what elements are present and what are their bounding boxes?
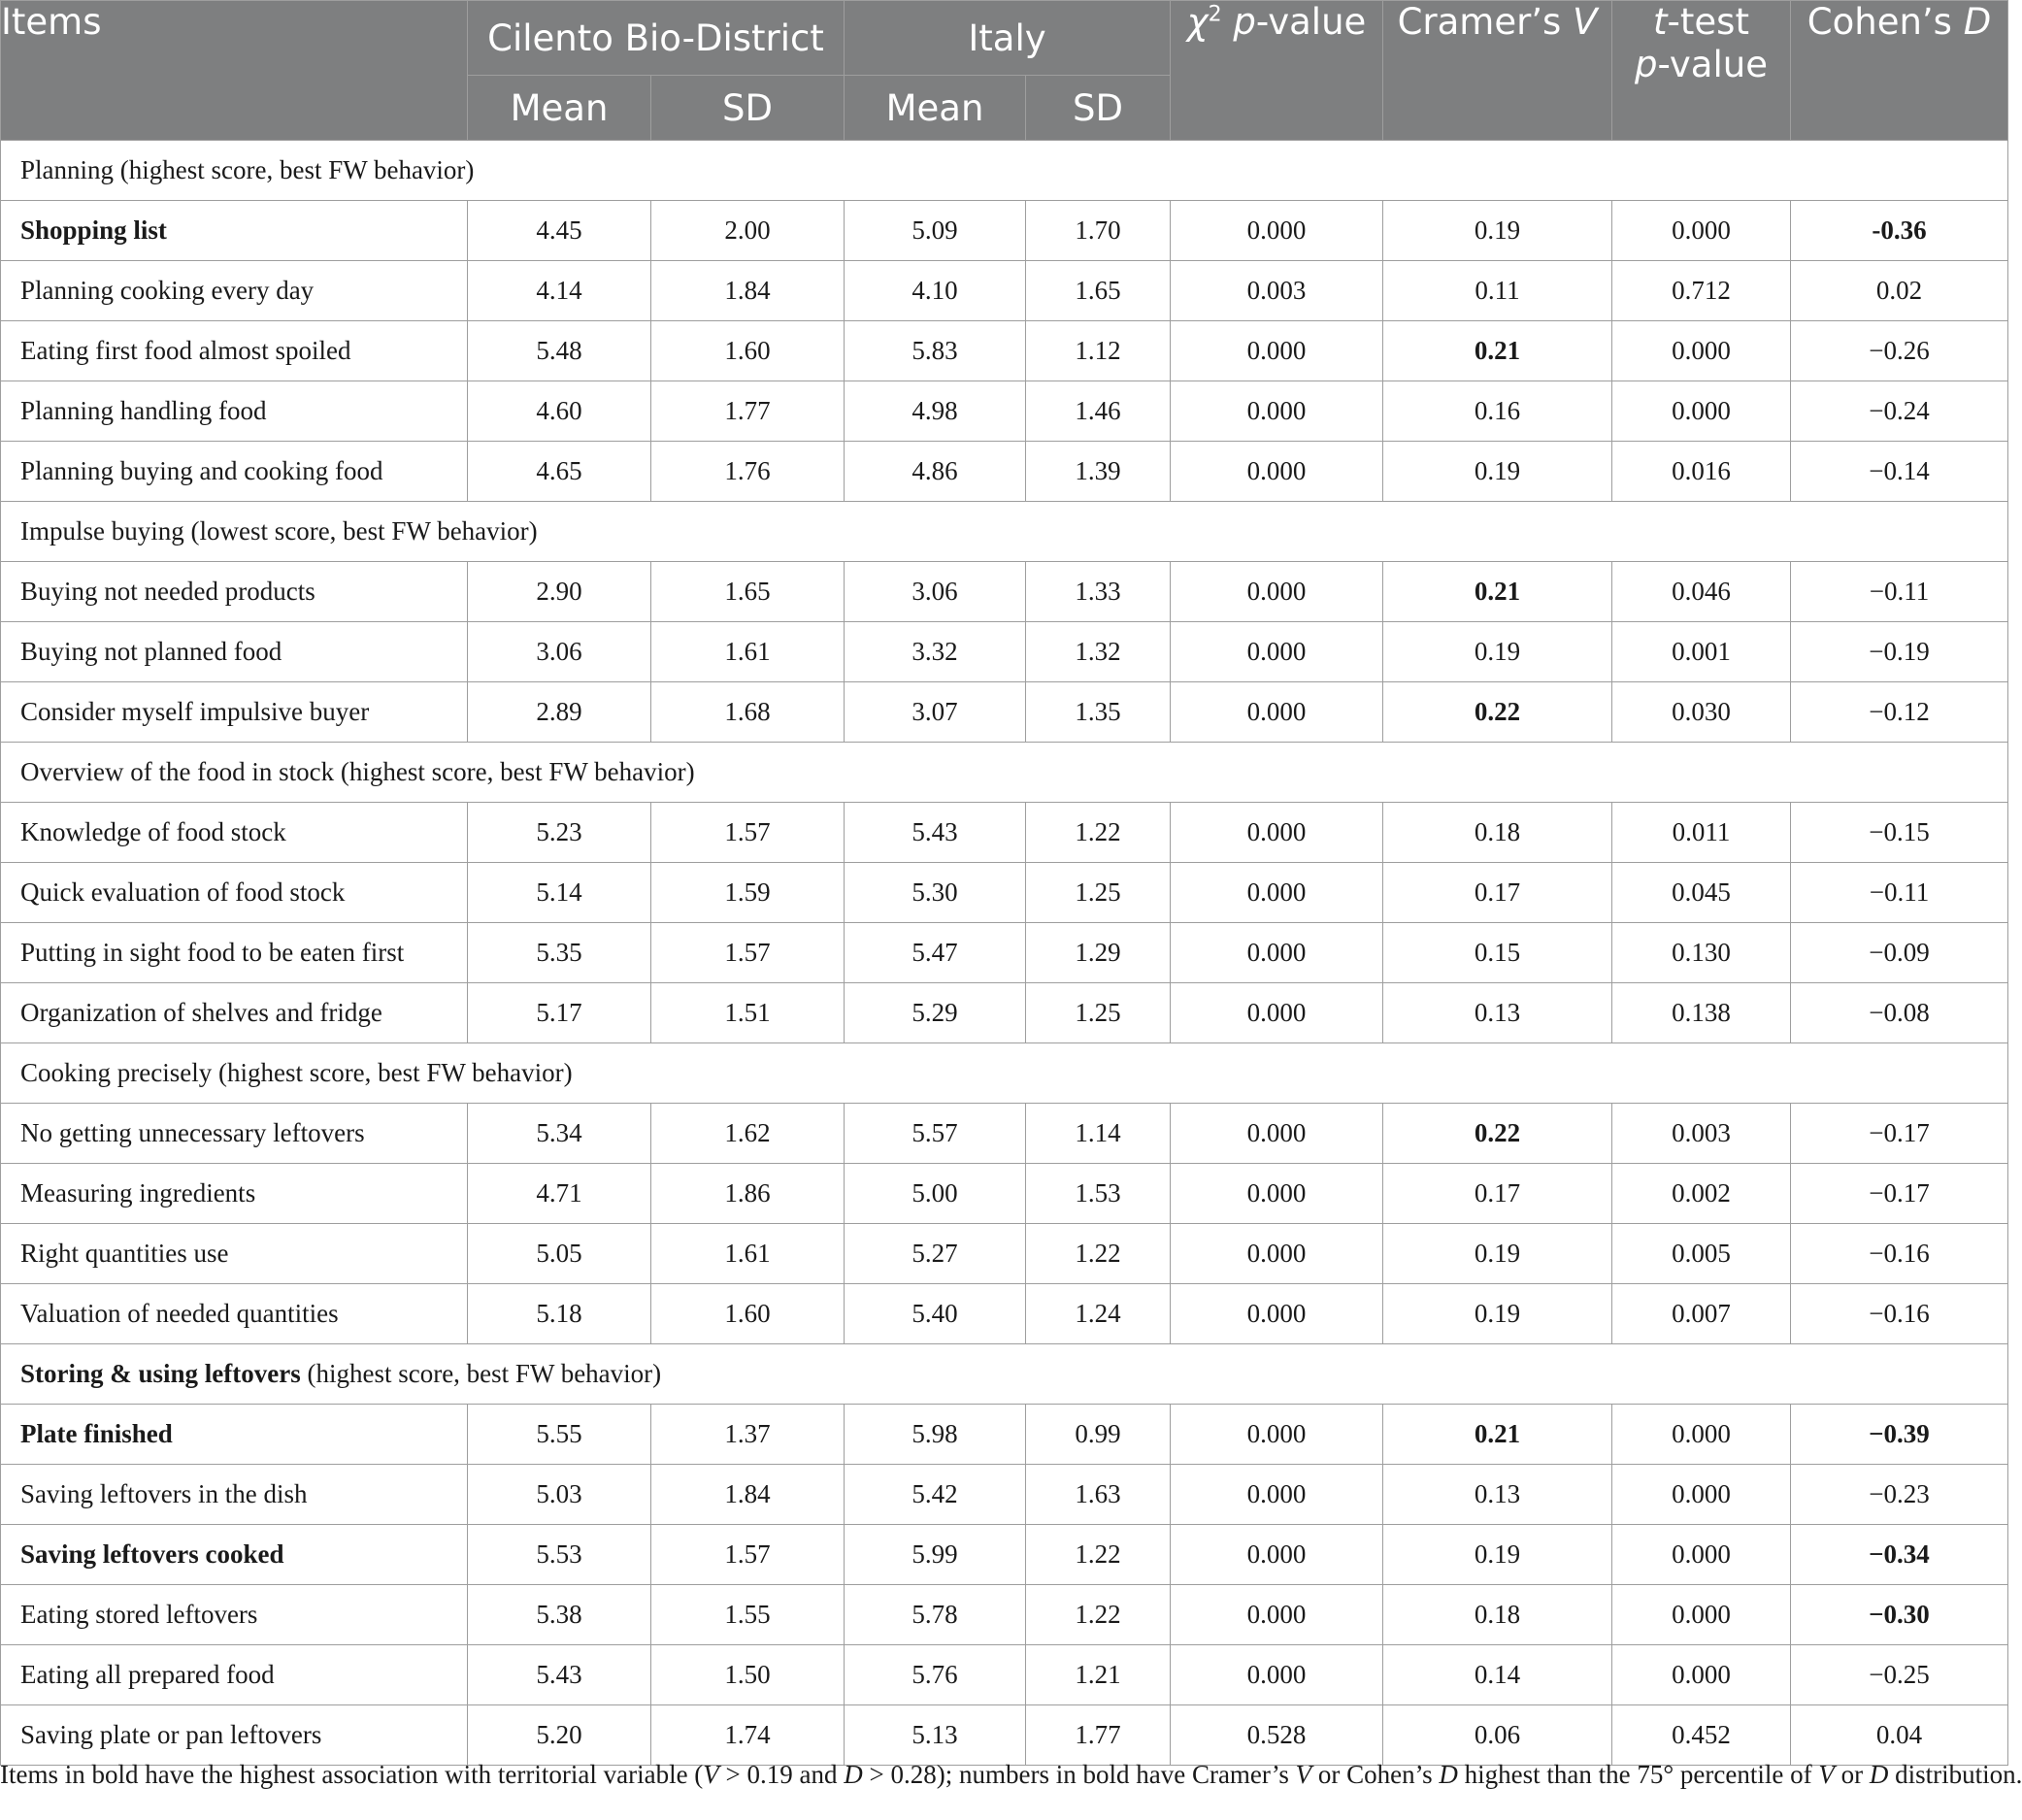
item-cell: Putting in sight food to be eaten first xyxy=(1,923,468,983)
chi-pvalue-cell: 0.000 xyxy=(1171,1224,1383,1284)
cohens-d-cell: −0.16 xyxy=(1791,1284,2008,1344)
table-body xyxy=(1,141,2008,1766)
table-row xyxy=(1,1284,2008,1344)
cohens-d-cell: −0.34 xyxy=(1791,1525,2008,1585)
cohens-d-cell: −0.15 xyxy=(1791,803,2008,863)
ttest-pvalue-cell: 0.000 xyxy=(1612,201,1791,261)
table-row xyxy=(1,803,2008,863)
table-row xyxy=(1,1645,2008,1705)
chi-pvalue-cell: 0.000 xyxy=(1171,201,1383,261)
ttest-pvalue-cell: 0.000 xyxy=(1612,1525,1791,1585)
table-row xyxy=(1,682,2008,743)
italy-sd-cell: 1.32 xyxy=(1026,622,1171,682)
cramers-v-cell: 0.19 xyxy=(1383,442,1612,502)
chi-pvalue-cell: 0.000 xyxy=(1171,1104,1383,1164)
ttest-pvalue-cell: 0.005 xyxy=(1612,1224,1791,1284)
italy-sd-cell: 1.63 xyxy=(1026,1465,1171,1525)
italy-sd-cell: 1.22 xyxy=(1026,1525,1171,1585)
chi-pvalue-cell: 0.000 xyxy=(1171,983,1383,1043)
table-row xyxy=(1,1705,2008,1766)
cilento-sd-cell: 1.60 xyxy=(651,1284,845,1344)
cohens-d-cell: −0.17 xyxy=(1791,1104,2008,1164)
cohens-d-cell: −0.25 xyxy=(1791,1645,2008,1705)
table-row xyxy=(1,261,2008,321)
table-row xyxy=(1,1465,2008,1525)
cohens-d-cell: −0.17 xyxy=(1791,1164,2008,1224)
cilento-sd-cell: 1.57 xyxy=(651,803,845,863)
italy-mean-cell: 5.40 xyxy=(845,1284,1026,1344)
italy-mean-cell: 5.09 xyxy=(845,201,1026,261)
cilento-mean-cell: 5.03 xyxy=(468,1465,651,1525)
cramers-v-cell: 0.18 xyxy=(1383,803,1612,863)
item-cell: Quick evaluation of food stock xyxy=(1,863,468,923)
item-cell: Plate finished xyxy=(1,1405,468,1465)
italy-sd-cell: 1.21 xyxy=(1026,1645,1171,1705)
cramers-v-cell: 0.19 xyxy=(1383,622,1612,682)
cohens-d-cell: −0.30 xyxy=(1791,1585,2008,1645)
section-row xyxy=(1,502,2008,562)
italy-sd-cell: 1.22 xyxy=(1026,1585,1171,1645)
ttest-pvalue-cell: 0.000 xyxy=(1612,1465,1791,1525)
cohens-d-cell: −0.26 xyxy=(1791,321,2008,381)
item-cell: Planning handling food xyxy=(1,381,468,442)
chi-pvalue-cell: 0.000 xyxy=(1171,562,1383,622)
cilento-sd-cell: 1.61 xyxy=(651,622,845,682)
chi-pvalue-cell: 0.528 xyxy=(1171,1705,1383,1766)
cilento-mean-cell: 4.14 xyxy=(468,261,651,321)
item-cell: Saving plate or pan leftovers xyxy=(1,1705,468,1766)
chi-pvalue-cell: 0.000 xyxy=(1171,682,1383,743)
item-cell: Right quantities use xyxy=(1,1224,468,1284)
cramers-v-cell: 0.11 xyxy=(1383,261,1612,321)
cramers-v-cell: 0.16 xyxy=(1383,381,1612,442)
italy-sd-cell: 1.35 xyxy=(1026,682,1171,743)
cohens-d-cell: −0.16 xyxy=(1791,1224,2008,1284)
table-row xyxy=(1,863,2008,923)
cilento-mean-cell: 5.20 xyxy=(468,1705,651,1766)
italy-sd-cell: 1.22 xyxy=(1026,803,1171,863)
italy-sd-cell: 1.46 xyxy=(1026,381,1171,442)
header-items: Items xyxy=(1,1,468,141)
cohens-d-cell: −0.08 xyxy=(1791,983,2008,1043)
cilento-mean-cell: 5.23 xyxy=(468,803,651,863)
ttest-pvalue-cell: 0.000 xyxy=(1612,1585,1791,1645)
cilento-sd-cell: 1.57 xyxy=(651,923,845,983)
header-ttest-pvalue: t-test p-value xyxy=(1612,1,1791,141)
cilento-sd-cell: 1.76 xyxy=(651,442,845,502)
cohens-d-cell: -0.36 xyxy=(1791,201,2008,261)
cramers-v-cell: 0.19 xyxy=(1383,1284,1612,1344)
cramers-v-cell: 0.17 xyxy=(1383,863,1612,923)
cramers-v-cell: 0.21 xyxy=(1383,1405,1612,1465)
ttest-pvalue-cell: 0.016 xyxy=(1612,442,1791,502)
item-cell: Eating all prepared food xyxy=(1,1645,468,1705)
ttest-pvalue-cell: 0.138 xyxy=(1612,983,1791,1043)
cilento-sd-cell: 1.62 xyxy=(651,1104,845,1164)
italy-mean-cell: 5.42 xyxy=(845,1465,1026,1525)
italy-mean-cell: 5.00 xyxy=(845,1164,1026,1224)
item-cell: No getting unnecessary leftovers xyxy=(1,1104,468,1164)
italy-mean-cell: 4.98 xyxy=(845,381,1026,442)
section-title-bold: Storing & using leftovers xyxy=(20,1359,301,1388)
italy-mean-cell: 5.47 xyxy=(845,923,1026,983)
cilento-sd-cell: 2.00 xyxy=(651,201,845,261)
cilento-sd-cell: 1.57 xyxy=(651,1525,845,1585)
cilento-sd-cell: 1.77 xyxy=(651,381,845,442)
cramers-v-cell: 0.06 xyxy=(1383,1705,1612,1766)
section-title xyxy=(1,141,2008,201)
item-cell: Eating first food almost spoiled xyxy=(1,321,468,381)
cohens-d-cell: −0.19 xyxy=(1791,622,2008,682)
chi-pvalue-cell: 0.000 xyxy=(1171,622,1383,682)
cohens-d-cell: −0.11 xyxy=(1791,863,2008,923)
cilento-sd-cell: 1.55 xyxy=(651,1585,845,1645)
italy-sd-cell: 1.33 xyxy=(1026,562,1171,622)
cilento-mean-cell: 4.45 xyxy=(468,201,651,261)
italy-sd-cell: 1.14 xyxy=(1026,1104,1171,1164)
italy-mean-cell: 3.07 xyxy=(845,682,1026,743)
section-title xyxy=(1,502,2008,562)
ttest-pvalue-cell: 0.030 xyxy=(1612,682,1791,743)
italy-sd-cell: 1.53 xyxy=(1026,1164,1171,1224)
cramers-v-cell: 0.14 xyxy=(1383,1645,1612,1705)
italy-sd-cell: 1.25 xyxy=(1026,863,1171,923)
italy-mean-cell: 5.76 xyxy=(845,1645,1026,1705)
ttest-pvalue-cell: 0.000 xyxy=(1612,1405,1791,1465)
cilento-mean-cell: 5.17 xyxy=(468,983,651,1043)
table-row xyxy=(1,1164,2008,1224)
header-cohens-d: Cohen’s D xyxy=(1791,1,2008,141)
section-title xyxy=(1,1344,2008,1405)
ttest-pvalue-cell: 0.045 xyxy=(1612,863,1791,923)
header-cilento-sd: SD xyxy=(651,76,845,141)
ttest-pvalue-cell: 0.712 xyxy=(1612,261,1791,321)
cilento-mean-cell: 2.90 xyxy=(468,562,651,622)
chi-pvalue-cell: 0.000 xyxy=(1171,1465,1383,1525)
cilento-mean-cell: 3.06 xyxy=(468,622,651,682)
cilento-sd-cell: 1.84 xyxy=(651,261,845,321)
table-row xyxy=(1,1104,2008,1164)
italy-sd-cell: 1.24 xyxy=(1026,1284,1171,1344)
cilento-sd-cell: 1.68 xyxy=(651,682,845,743)
cramers-v-cell: 0.18 xyxy=(1383,1585,1612,1645)
italy-mean-cell: 4.86 xyxy=(845,442,1026,502)
table-row xyxy=(1,1585,2008,1645)
cilento-mean-cell: 5.55 xyxy=(468,1405,651,1465)
cilento-mean-cell: 2.89 xyxy=(468,682,651,743)
chi-pvalue-cell: 0.000 xyxy=(1171,1585,1383,1645)
item-cell: Knowledge of food stock xyxy=(1,803,468,863)
cohens-d-cell: −0.23 xyxy=(1791,1465,2008,1525)
item-cell: Eating stored leftovers xyxy=(1,1585,468,1645)
ttest-pvalue-cell: 0.001 xyxy=(1612,622,1791,682)
cramers-v-cell: 0.19 xyxy=(1383,1224,1612,1284)
table-row xyxy=(1,562,2008,622)
chi-pvalue-cell: 0.000 xyxy=(1171,381,1383,442)
cohens-d-cell: −0.11 xyxy=(1791,562,2008,622)
table-row xyxy=(1,321,2008,381)
cilento-mean-cell: 4.71 xyxy=(468,1164,651,1224)
section-title-text: Planning (highest score, best FW behavior) xyxy=(20,155,475,184)
chi-pvalue-cell: 0.000 xyxy=(1171,1164,1383,1224)
chi-pvalue-cell: 0.000 xyxy=(1171,442,1383,502)
cohens-d-cell: −0.39 xyxy=(1791,1405,2008,1465)
cilento-mean-cell: 4.65 xyxy=(468,442,651,502)
cilento-mean-cell: 5.38 xyxy=(468,1585,651,1645)
table-row xyxy=(1,1405,2008,1465)
ttest-pvalue-cell: 0.007 xyxy=(1612,1284,1791,1344)
italy-mean-cell: 5.57 xyxy=(845,1104,1026,1164)
italy-sd-cell: 1.25 xyxy=(1026,983,1171,1043)
header-chi-pvalue: $\chi^2$ p-value xyxy=(1171,1,1383,141)
section-title-text: Impulse buying (lowest score, best FW behavior) xyxy=(20,516,538,546)
table-row xyxy=(1,442,2008,502)
cramers-v-cell: 0.21 xyxy=(1383,321,1612,381)
cilento-sd-cell: 1.59 xyxy=(651,863,845,923)
ttest-pvalue-cell: 0.000 xyxy=(1612,381,1791,442)
cohens-d-cell: −0.14 xyxy=(1791,442,2008,502)
cramers-v-cell: 0.17 xyxy=(1383,1164,1612,1224)
section-title-text: (highest score, best FW behavior) xyxy=(300,1359,662,1388)
italy-sd-cell: 1.65 xyxy=(1026,261,1171,321)
footnote: Items in bold have the highest association with territorial variable (V > 0.19 and D > 0.28); numbers in bold have Cramer’s V or Cohen’s D highest than the 75° percentile of V or D distribution. xyxy=(0,1760,2022,1789)
table-header xyxy=(1,1,2008,141)
chi-pvalue-cell: 0.000 xyxy=(1171,1405,1383,1465)
chi-pvalue-cell: 0.000 xyxy=(1171,1525,1383,1585)
cramers-v-cell: 0.22 xyxy=(1383,682,1612,743)
chi-pvalue-cell: 0.000 xyxy=(1171,803,1383,863)
cilento-sd-cell: 1.37 xyxy=(651,1405,845,1465)
cilento-sd-cell: 1.61 xyxy=(651,1224,845,1284)
cohens-d-cell: 0.04 xyxy=(1791,1705,2008,1766)
italy-mean-cell: 5.43 xyxy=(845,803,1026,863)
item-cell: Buying not needed products xyxy=(1,562,468,622)
italy-mean-cell: 5.13 xyxy=(845,1705,1026,1766)
italy-sd-cell: 0.99 xyxy=(1026,1405,1171,1465)
item-cell: Saving leftovers in the dish xyxy=(1,1465,468,1525)
cilento-mean-cell: 4.60 xyxy=(468,381,651,442)
ttest-pvalue-cell: 0.000 xyxy=(1612,1645,1791,1705)
chi-pvalue-cell: 0.000 xyxy=(1171,1284,1383,1344)
chi-pvalue-cell: 0.003 xyxy=(1171,261,1383,321)
item-cell: Valuation of needed quantities xyxy=(1,1284,468,1344)
cilento-sd-cell: 1.65 xyxy=(651,562,845,622)
cilento-sd-cell: 1.51 xyxy=(651,983,845,1043)
header-cilento: Cilento Bio-District xyxy=(468,1,845,76)
table-row xyxy=(1,381,2008,442)
ttest-pvalue-cell: 0.130 xyxy=(1612,923,1791,983)
cilento-mean-cell: 5.35 xyxy=(468,923,651,983)
ttest-pvalue-cell: 0.011 xyxy=(1612,803,1791,863)
cilento-sd-cell: 1.86 xyxy=(651,1164,845,1224)
italy-sd-cell: 1.22 xyxy=(1026,1224,1171,1284)
italy-mean-cell: 5.30 xyxy=(845,863,1026,923)
header-italy-mean: Mean xyxy=(845,76,1026,141)
chi-pvalue-cell: 0.000 xyxy=(1171,321,1383,381)
chi-pvalue-cell: 0.000 xyxy=(1171,1645,1383,1705)
italy-sd-cell: 1.29 xyxy=(1026,923,1171,983)
item-cell: Organization of shelves and fridge xyxy=(1,983,468,1043)
ttest-pvalue-cell: 0.003 xyxy=(1612,1104,1791,1164)
cilento-mean-cell: 5.18 xyxy=(468,1284,651,1344)
item-cell: Shopping list xyxy=(1,201,468,261)
table-row xyxy=(1,1525,2008,1585)
italy-sd-cell: 1.70 xyxy=(1026,201,1171,261)
cramers-v-cell: 0.19 xyxy=(1383,1525,1612,1585)
table-row xyxy=(1,923,2008,983)
cilento-mean-cell: 5.48 xyxy=(468,321,651,381)
cilento-mean-cell: 5.43 xyxy=(468,1645,651,1705)
item-cell: Consider myself impulsive buyer xyxy=(1,682,468,743)
cilento-sd-cell: 1.50 xyxy=(651,1645,845,1705)
item-cell: Planning cooking every day xyxy=(1,261,468,321)
ttest-pvalue-cell: 0.452 xyxy=(1612,1705,1791,1766)
section-row xyxy=(1,1344,2008,1405)
cramers-v-cell: 0.22 xyxy=(1383,1104,1612,1164)
item-cell: Planning buying and cooking food xyxy=(1,442,468,502)
cilento-mean-cell: 5.05 xyxy=(468,1224,651,1284)
header-italy-sd: SD xyxy=(1026,76,1171,141)
italy-mean-cell: 5.99 xyxy=(845,1525,1026,1585)
section-row xyxy=(1,1043,2008,1104)
header-italy: Italy xyxy=(845,1,1171,76)
table-row xyxy=(1,622,2008,682)
cilento-mean-cell: 5.14 xyxy=(468,863,651,923)
cramers-v-cell: 0.13 xyxy=(1383,983,1612,1043)
section-row xyxy=(1,743,2008,803)
item-cell: Measuring ingredients xyxy=(1,1164,468,1224)
cohens-d-cell: 0.02 xyxy=(1791,261,2008,321)
cramers-v-cell: 0.21 xyxy=(1383,562,1612,622)
chi-pvalue-cell: 0.000 xyxy=(1171,923,1383,983)
table-row xyxy=(1,1224,2008,1284)
ttest-pvalue-cell: 0.000 xyxy=(1612,321,1791,381)
cramers-v-cell: 0.15 xyxy=(1383,923,1612,983)
italy-sd-cell: 1.77 xyxy=(1026,1705,1171,1766)
section-title xyxy=(1,743,2008,803)
cilento-sd-cell: 1.84 xyxy=(651,1465,845,1525)
cilento-mean-cell: 5.34 xyxy=(468,1104,651,1164)
italy-mean-cell: 5.83 xyxy=(845,321,1026,381)
cohens-d-cell: −0.12 xyxy=(1791,682,2008,743)
cohens-d-cell: −0.09 xyxy=(1791,923,2008,983)
item-cell: Saving leftovers cooked xyxy=(1,1525,468,1585)
chi-pvalue-cell: 0.000 xyxy=(1171,863,1383,923)
italy-mean-cell: 3.06 xyxy=(845,562,1026,622)
italy-mean-cell: 5.27 xyxy=(845,1224,1026,1284)
italy-mean-cell: 3.32 xyxy=(845,622,1026,682)
section-title-text: Cooking precisely (highest score, best FW behavior) xyxy=(20,1058,573,1087)
header-cramers-v: Cramer’s V xyxy=(1383,1,1612,141)
cilento-sd-cell: 1.74 xyxy=(651,1705,845,1766)
ttest-pvalue-cell: 0.002 xyxy=(1612,1164,1791,1224)
italy-sd-cell: 1.12 xyxy=(1026,321,1171,381)
cramers-v-cell: 0.13 xyxy=(1383,1465,1612,1525)
italy-mean-cell: 5.98 xyxy=(845,1405,1026,1465)
italy-sd-cell: 1.39 xyxy=(1026,442,1171,502)
italy-mean-cell: 5.29 xyxy=(845,983,1026,1043)
italy-mean-cell: 5.78 xyxy=(845,1585,1026,1645)
section-title xyxy=(1,1043,2008,1104)
section-title-text: Overview of the food in stock (highest score, best FW behavior) xyxy=(20,757,695,786)
cilento-mean-cell: 5.53 xyxy=(468,1525,651,1585)
item-cell: Buying not planned food xyxy=(1,622,468,682)
cohens-d-cell: −0.24 xyxy=(1791,381,2008,442)
ttest-pvalue-cell: 0.046 xyxy=(1612,562,1791,622)
section-row xyxy=(1,141,2008,201)
table-row xyxy=(1,983,2008,1043)
italy-mean-cell: 4.10 xyxy=(845,261,1026,321)
header-cilento-mean: Mean xyxy=(468,76,651,141)
cilento-sd-cell: 1.60 xyxy=(651,321,845,381)
table-row xyxy=(1,201,2008,261)
cramers-v-cell: 0.19 xyxy=(1383,201,1612,261)
